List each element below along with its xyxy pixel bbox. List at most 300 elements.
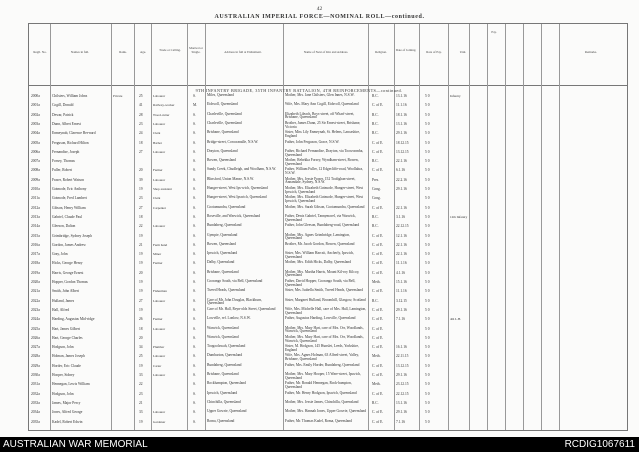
next-of-kin: Wife, Mrs. Agnes Holman, 63 Alfred-street, Valley, Brisbane, Queensland [285, 353, 359, 362]
table-row [29, 122, 627, 130]
age: 21 [139, 400, 143, 405]
married-single: S. [193, 317, 196, 322]
married-single: S. [193, 149, 196, 154]
trade: Farmer [153, 168, 163, 173]
age: 23 [139, 196, 143, 201]
religion: R.C. [372, 224, 379, 229]
address: Upper Gowrie, Queensland [207, 409, 247, 414]
rate-of-pay: 5 0 [425, 335, 430, 340]
soldier-name: Hennegan, Lewis William [52, 382, 90, 387]
regtl-no: 2026a [31, 335, 40, 340]
married-single: S. [193, 382, 196, 387]
age: 33 [139, 410, 143, 415]
age: 27 [139, 298, 143, 303]
married-single: S. [193, 410, 196, 415]
age: 19 [139, 280, 143, 284]
regtl-no: 2016a [31, 242, 40, 247]
address: Gympie, Queensland [207, 232, 238, 237]
religion: Cong. [372, 187, 381, 191]
col-unit: Unit. [459, 50, 467, 54]
date-joined: 13.1.16 [396, 121, 407, 126]
address: Dalby, Queensland [207, 260, 235, 265]
table-row [29, 420, 627, 428]
date-joined: 13.12.15 [396, 363, 409, 368]
table-row [29, 336, 627, 344]
rate-of-pay: 5 0 [425, 140, 430, 145]
address: Warwick, Queensland [207, 325, 239, 330]
date-joined: 22.1.16 [396, 205, 407, 210]
table-row [29, 168, 627, 176]
next-of-kin: Mother, Mrs. Jane Chilsters, Glen Innes, N.S.W. [285, 93, 355, 97]
trade: Fisherman [153, 289, 167, 294]
table-row [29, 187, 627, 195]
regtl-no: 2030a [31, 373, 40, 377]
trade: Labourer [153, 326, 166, 331]
religion: C. of E. [372, 335, 384, 340]
table-row [29, 345, 627, 353]
age: 23 [139, 391, 143, 396]
col-age: Age. [139, 50, 147, 54]
address: Brisbane, Queensland [207, 372, 239, 376]
religion: Meth. [372, 382, 381, 387]
married-single: S. [193, 168, 196, 173]
next-of-kin: Sister, Margaret Hulland, Broomhill, Glasgow, Scotland [285, 297, 366, 302]
trade: Gardener [153, 419, 166, 424]
footer-source: AUSTRALIAN WAR MEMORIAL [3, 439, 148, 450]
religion: C. of E. [372, 233, 384, 238]
soldier-name: Ferguson, Richard Hilton [52, 140, 89, 145]
trade: Farmer [153, 317, 163, 322]
rate-of-pay: 5 0 [425, 410, 430, 415]
age: 20 [139, 335, 143, 340]
address: Blinsford, Union Manse, N.S.W. [207, 176, 254, 181]
religion: C. of E. [372, 317, 384, 322]
next-of-kin: Mother, Mrs. Mary Hooper, 15 Ware-street, Ipswich, Queensland [285, 372, 361, 380]
address: Bowen, Queensland [207, 158, 236, 163]
table-row [29, 280, 627, 288]
date-joined: 13.12.15 [396, 149, 409, 154]
soldier-name: Hall, Alfred [52, 307, 70, 312]
table-row [29, 94, 627, 102]
regtl-no: 2031a [31, 382, 40, 387]
col-trade: Trade or Calling. [159, 48, 181, 52]
rate-of-pay: 5 0 [425, 419, 430, 424]
date-joined: 3.1.16 [396, 214, 405, 219]
married-single: S. [193, 196, 196, 201]
soldier-name: Hodgson, John [52, 345, 74, 350]
archive-footer [0, 437, 639, 452]
married-single: S. [193, 131, 196, 136]
regtl-no: 2018a [31, 261, 40, 266]
soldier-name: Gabriel, Claude Paul [52, 214, 83, 219]
religion: C. of E. [372, 242, 384, 247]
soldier-name: Hart, George Charles [52, 335, 83, 340]
religion: Meth. [372, 354, 381, 359]
date-joined: 13.1.16 [396, 94, 407, 98]
religion: C. of E. [372, 103, 384, 108]
regtl-no: 2023a [31, 307, 40, 312]
age: 33 [139, 373, 143, 377]
age: 19 [139, 187, 143, 191]
religion: R.C. [372, 94, 379, 98]
trade: Clerk [153, 131, 161, 136]
age: 22 [139, 382, 143, 387]
date-joined: 22.1.16 [396, 242, 407, 247]
table-row [29, 317, 627, 325]
married-single: S. [193, 187, 196, 191]
next-of-kin: Father, Mr. Thomas Kadel, Roma, Queensland [285, 418, 352, 423]
religion: R.C. [372, 159, 379, 164]
rate-of-pay: 5 0 [425, 94, 430, 98]
married-single: S. [193, 252, 196, 257]
rate-of-pay: 5 0 [425, 242, 430, 247]
col-next-of-kin: Name of Next of Kin and Address. [303, 50, 349, 54]
religion: C. of E. [372, 261, 384, 266]
regtl-no: 2003a [31, 121, 40, 126]
soldier-name: Dunn, Albert Ernest [52, 121, 81, 126]
table-row [29, 113, 627, 121]
trade: Farm hand [153, 242, 168, 247]
date-joined: 18.1.16 [396, 112, 407, 117]
age: 22 [139, 224, 143, 229]
soldier-name: Hulland, James [52, 298, 75, 303]
regtl-no: 2006a [31, 149, 40, 154]
address: Charleville, Queensland [207, 120, 242, 125]
regtl-no: 2015a [31, 233, 40, 238]
age: 25 [139, 354, 143, 359]
col-pay-group: Pay. [491, 30, 497, 34]
age: 18 [139, 326, 143, 331]
table-row [29, 401, 627, 409]
table-row [29, 261, 627, 269]
rate-of-pay: 5 0 [425, 289, 430, 294]
table-row [29, 196, 627, 204]
married-single: S. [193, 335, 196, 340]
col-regtl-no: Regtl. No. [33, 50, 47, 54]
religion: Cong. [372, 196, 381, 201]
col-names: Names in full. [70, 50, 90, 54]
address: Dumbarton, Queensland [207, 353, 243, 358]
soldier-name: James, Major Percy [52, 400, 81, 405]
address: Care of Mr. Hall, Reyn-olds Street, Queensland [207, 306, 276, 311]
soldier-name: Gotmode, Fred Lambert [52, 196, 87, 201]
trade: Labourer [153, 224, 166, 229]
next-of-kin: Sister, Miss Lily Enmeynab, St. Helens, Lancashire, England [285, 130, 361, 138]
table-row [29, 271, 627, 279]
next-of-kin: Mother, Mrs. Elizabeth Gotmode, Hunger-street, West Ipswich, Queensland [285, 195, 363, 204]
married-single: S. [193, 280, 196, 284]
regtl-no: 2034a [31, 410, 40, 415]
trade: Miner [153, 252, 162, 257]
regtl-no: 2013a [31, 214, 40, 219]
date-joined: 29.1.16 [396, 131, 407, 136]
regtl-no: 2000a [31, 94, 40, 98]
regtl-no: 2011a [31, 196, 40, 201]
religion: C. of E. [372, 391, 384, 396]
address: Brisbane, Queensland [207, 269, 239, 274]
date-joined: 7.1.16 [396, 419, 405, 424]
rate-of-pay: 5 0 [425, 112, 430, 117]
religion: C. of E. [372, 270, 384, 275]
married-single: S. [193, 233, 196, 238]
rate-of-pay: 5 0 [425, 177, 430, 182]
age: 27 [139, 205, 143, 210]
next-of-kin: Brother, Mr. Jacob Gordon, Bowen, Queensland [285, 241, 355, 246]
col-married: Married or Single. [189, 46, 203, 54]
next-of-kin: Father, Denis Gabriel, Tannymorel, via Warwick, Queensland [285, 213, 356, 222]
date-joined: 6.1.16 [396, 168, 405, 173]
religion: C. of E. [372, 168, 384, 173]
address: Brisbane, Queensland [207, 130, 239, 135]
date-joined: 23.12.15 [396, 382, 409, 387]
age: 27 [139, 149, 143, 154]
religion: R.C. [372, 112, 379, 117]
religion: C. of E. [372, 373, 384, 377]
rate-of-pay: 5 0 [425, 317, 430, 322]
soldier-name: Fuller, Robert [52, 168, 73, 173]
rate-of-pay: 5 0 [425, 233, 430, 238]
col-rate: Rate of Pay. [426, 50, 442, 54]
address: Drayton, Queensland [207, 148, 238, 153]
soldier-name: Jones, Alfred George [52, 410, 83, 415]
col-rank: Rank. [119, 50, 127, 54]
religion: R.C. [372, 121, 379, 126]
next-of-kin: Mother, Mrs. Martha Harris, Mount Kil-roy Kilcoy, Queensland [285, 269, 360, 278]
address: Warwick, Queensland [207, 334, 239, 339]
rate-of-pay: 5 0 [425, 373, 430, 377]
regtl-no: 2009a [31, 177, 40, 182]
soldier-name: Kadel, Robert Edwin [52, 419, 83, 424]
regtl-no: 2027a [31, 345, 40, 350]
trade: Farmer [153, 261, 163, 266]
soldier-name: Gibson, Henry William [52, 205, 86, 210]
trade: Labourer [153, 410, 166, 415]
married-single: S. [193, 270, 196, 275]
table-row [29, 382, 627, 390]
address: Bowen, Queensland [207, 241, 236, 246]
married-single: S. [193, 289, 196, 294]
religion: C. of E. [372, 363, 384, 368]
age: 41 [139, 103, 143, 108]
age: 19 [139, 307, 143, 312]
address: Chinchilla, Queensland [207, 399, 241, 404]
religion: C. of E. [372, 289, 384, 294]
unit: Infantry [450, 94, 461, 98]
rate-of-pay: 5 0 [425, 159, 430, 164]
married-single: S. [193, 112, 196, 117]
religion: C. of E. [372, 140, 384, 145]
married-single: S. [193, 307, 196, 312]
soldier-name: Horder, Eric Claude [52, 363, 81, 368]
age: 28 [139, 112, 143, 117]
regtl-no: 2021a [31, 289, 40, 294]
married-single: S. [193, 419, 196, 424]
regtl-no: 2007a [31, 159, 40, 164]
age: 24 [139, 131, 143, 136]
table-row [29, 364, 627, 372]
age: 34 [139, 345, 143, 350]
rate-of-pay: 5 0 [425, 187, 430, 191]
date-joined: 22.12.15 [396, 224, 409, 229]
married-single: S. [193, 261, 196, 266]
rate-of-pay: 5 0 [425, 261, 430, 266]
soldier-name: Hopper, Gordon Thomas [52, 280, 88, 284]
next-of-kin: Elizabeth Lileach, Boys-street, off Wharf-street, Brisbane, Queensland [285, 111, 355, 120]
trade: Labourer [153, 354, 166, 359]
section-heading: 9TH INFANTRY BRIGADE, 35TH INFANTRY BATTALION, 4TH REINFORCEMENTS—continued. [195, 88, 403, 93]
married-single: S. [193, 242, 196, 247]
date-joined: 29.1.16 [396, 307, 407, 312]
trade: Wood-cutter [153, 112, 170, 117]
soldier-name: Hodgson, John [52, 391, 74, 396]
religion: C. of E. [372, 345, 384, 350]
rate-of-pay: 5 0 [425, 382, 430, 387]
married-single: S. [193, 205, 196, 210]
soldier-name: Enmeynab, Clarence Ber-nard [52, 131, 96, 136]
age: 19 [139, 419, 143, 424]
date-joined: 7.1.16 [396, 317, 405, 322]
col-remarks: Remarks. [584, 50, 598, 54]
regtl-no: 2014a [31, 224, 40, 229]
table-row [29, 150, 627, 158]
next-of-kin: Father, William Fuller, 12 Edgecliffe-road, Woollahra, N.S.W. [285, 167, 364, 176]
married-single: S. [193, 159, 196, 164]
married-single: S. [193, 326, 196, 331]
trade: Labourer [153, 177, 166, 182]
address: Hunger-street, West Ips-wich, Queensland [207, 186, 268, 190]
trade: Carter [153, 363, 162, 368]
address: Roseville, and Warwick, Queensland [207, 213, 261, 218]
age: 20 [139, 168, 143, 173]
next-of-kin: Mother, Mrs. Mary Hart, care of Mrs. Orr, Woodlands, Warwick, Queensland [285, 334, 364, 343]
address: Eidsvoll, Queensland [207, 102, 238, 107]
next-of-kin: Brother, James Dunn, 25 Sir Ernest-street, Brisbane, Victoria [285, 120, 361, 129]
trade: Railway-worker [153, 103, 175, 108]
table-row [29, 215, 627, 223]
next-of-kin: Wife, Mrs. Mary Ann Cogill, Eidsvoll, Queensland [285, 102, 359, 107]
next-of-kin: Mother, Mrs. Mary Hart, care of Mrs. Orr, Woodlands, Warwick, Queensland [285, 325, 364, 334]
date-joined: 18.12.15 [396, 140, 409, 145]
age: 19 [139, 261, 143, 266]
married-single: S. [193, 373, 196, 377]
address: Hunger-street, West Ipswich, Queensland [207, 195, 267, 200]
married-single: S. [193, 177, 196, 182]
soldier-name: Harding, Augustus Mid-ridge [52, 317, 95, 322]
age: 18 [139, 214, 143, 219]
married-single: S. [193, 94, 196, 98]
next-of-kin: Father, Mrs. Emily Horder, Bundaberg, Queensland [285, 362, 360, 367]
table-row [29, 224, 627, 232]
rate-of-pay: 5 0 [425, 280, 430, 284]
table-row [29, 141, 627, 149]
rate-of-pay: 5 0 [425, 307, 430, 312]
date-joined: 22.2.16 [396, 177, 407, 182]
soldier-name: Chilsters, William Johns [52, 94, 88, 98]
address: Sandy Creek, Chudleigh, and Woolham, N.S.W. [207, 167, 277, 172]
address: Bundaberg, Queensland [207, 362, 242, 367]
table-row [29, 327, 627, 335]
age: 19 [139, 252, 143, 257]
age: 39 [139, 177, 143, 182]
age: 23 [139, 121, 143, 126]
table-row [29, 103, 627, 111]
trade: Labourer [153, 121, 166, 126]
rate-of-pay: 5 0 [425, 363, 430, 368]
regtl-no: 2028a [31, 354, 40, 359]
rate-of-pay: 5 0 [425, 252, 430, 257]
married-single: S. [193, 298, 196, 303]
address: Cootamundra, Queensland [207, 204, 246, 209]
rate-of-pay: 5 0 [425, 345, 430, 350]
regtl-no: 2002a [31, 112, 40, 117]
next-of-kin: Mother, Mrs. Elizabeth Gotmode, Hunger-street, West Ipswich, Queensland [285, 186, 363, 194]
married-single: S. [193, 391, 196, 396]
address: Ipswich, Queensland [207, 251, 238, 256]
table-row [29, 299, 627, 307]
regtl-no: 2029a [31, 363, 40, 368]
soldier-name: Holman, James Joseph [52, 354, 85, 359]
date-joined: 22.1.16 [396, 159, 407, 164]
soldier-name: Cogill, Donald [52, 103, 74, 108]
soldier-name: Hicks, George Henry [52, 261, 83, 266]
age: 20 [139, 270, 143, 275]
rate-of-pay: 5 0 [425, 270, 430, 275]
regtl-no: 2032a [31, 391, 40, 396]
address: Toogoolawah, Queensland [207, 344, 246, 349]
trade: Labourer [153, 94, 166, 98]
soldier-name: Gray, John [52, 252, 68, 257]
table-row [29, 206, 627, 214]
soldier-name: Gleeson, Dalton [52, 224, 76, 229]
date-joined: 22.11.15 [396, 354, 409, 359]
soldier-name: Dewar, Patrick [52, 112, 74, 117]
rate-of-pay: 5 0 [425, 391, 430, 396]
regtl-no: 2022a [31, 298, 40, 303]
religion: C. of E. [372, 252, 384, 257]
soldier-name: Hart, James Gilbert [52, 326, 81, 331]
rate-of-pay: 5 0 [425, 400, 430, 405]
next-of-kin: Mother, Mrs. Jessie Fraser, 152 Toolighan-street, Annandale, Sydney, N.S.W. [285, 176, 356, 185]
next-of-kin: Father, Augustus Harding, Lowville, Queensland [285, 316, 356, 321]
trade: Barber [153, 140, 162, 145]
next-of-kin: Father, John Gleeson, Bundaberg-road, Queensland [285, 223, 360, 228]
age: 19 [139, 233, 143, 238]
soldier-name: Gotmode, Eric Anthony [52, 187, 87, 191]
rate-of-pay: 5 0 [425, 354, 430, 359]
age: 19 [139, 363, 143, 368]
next-of-kin: Mother, Mrs. Jessie James, Chinchilla, Queensland [285, 399, 359, 404]
married-single: S. [193, 224, 196, 229]
date-joined: 22.12.15 [396, 391, 409, 396]
address: Rockhampton, Queensland [207, 381, 246, 386]
address: Tweed Heads, Queensland [207, 288, 246, 293]
soldier-name: Fernandise, Joseph [52, 149, 80, 154]
married-single: S. [193, 214, 196, 219]
rate-of-pay: 5 0 [425, 196, 430, 201]
religion: C. of E. [372, 205, 384, 210]
religion: C. of E. [372, 326, 384, 331]
religion: C. of E. [372, 419, 384, 424]
table-row [29, 392, 627, 400]
married-single: S. [193, 363, 196, 368]
next-of-kin: Father, David Hopper, Coorango South, via Bell, Queensland [285, 279, 356, 287]
rate-of-pay: 5 0 [425, 326, 430, 331]
religion: R.C. [372, 214, 379, 219]
date-joined: 16.1.16 [396, 345, 407, 350]
table-header [29, 24, 627, 86]
soldier-name: Gordon, James Andrew [52, 242, 86, 247]
date-joined: 29.1.16 [396, 410, 407, 415]
